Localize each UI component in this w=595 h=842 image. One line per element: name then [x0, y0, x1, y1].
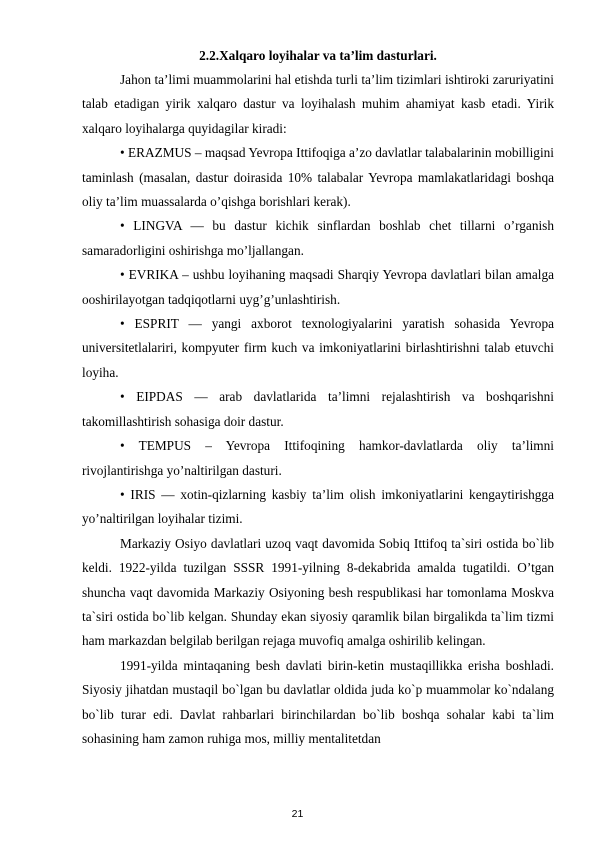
paragraph-lingva: • LINGVA — bu dastur kichik sinflardan boshlab chet tillarni o’rganish samaradorligini oshirishga mo’ljallangan.: [82, 218, 554, 258]
page-number: 21: [291, 808, 304, 820]
paragraph-eipdas: • EIPDAS — arab davlatlarida ta’limni rejalashtirish va boshqarishni takomillashtirish sohasiga doir dastur.: [82, 389, 554, 429]
paragraph-esprit: • ESPRIT — yangi axborot texnologiyalarini yaratish sohasida Yevropa universitetlalariri, kompyuter firm kuch va imkoniyatlarini birlashtirishni talab etuvchi loyiha.: [82, 316, 554, 380]
paragraph-erazmus: • ERAZMUS – maqsad Yevropa Ittifoqiga a’zo davlatlar talabalarinin mobilligini taminlash (masalan, dastur doirasida 10% talabalar Yevropa mamlakatlaridagi boshqa oliy ta’lim muassalarda o’qishga borishlari kerak).: [82, 145, 554, 210]
paragraph-independence: 1991-yilda mintaqaning besh davlati birin-ketin mustaqillikka erisha boshladi. Siyosiy jihatdan mustaqil bo`lgan bu davlatlar oldida juda ko`p muammolar ko`ndalang bo`lib turar edi. Davlat rahbarlari birinchilardan bo`lib boshqa sohalar kabi ta`lim sohasining ham zamon ruhiga mos, milliy mentalitetdan: [82, 657, 554, 746]
document-body: [82, 68, 554, 751]
paragraph-tempus: • TEMPUS – Yevropa Ittifoqining hamkor-davlatlarda oliy ta’limni rivojlantirishga yo’naltirilgan dasturi.: [82, 438, 554, 478]
paragraph-evrika: • EVRIKA – ushbu loyihaning maqsadi Sharqiy Yevropa davlatlari bilan amalga ooshirilayotgan tadqiqotlarni uyg’g’unlashtirish.: [82, 267, 554, 307]
paragraph-intro: Jahon ta’limi muammolarini hal etishda turli ta’lim tizimlari ishtiroki zaruriyatini talab etadigan yirik xalqaro dastur va loyihalash muhim ahamiyat kasb etadi. Yirik xalqaro loyihalarga quyidagilar kiradi:: [82, 72, 554, 136]
paragraph-iris: • IRIS — xotin-qizlarning kasbiy ta’lim olish imkoniyatlarini kengaytirishgga yo’naltirilgan loyihalar tizimi.: [82, 486, 554, 527]
paragraph-central-asia: Markaziy Osiyo davlatlari uzoq vaqt davomida Sobiq Ittifoq ta`siri ostida bo`lib keldi. 1922-yilda tuzilgan SSSR 1991-yilning 8-dekabrida amalda tugatildi. O’tgan shuncha vaqt davomida Markaziy Osiyoning besh respublikasi har tomonlama Moskva ta`siri ostida bo`lib kelgan. Shunday ekan siyosiy qaramlik bilan birgalikda ta`lim tizmi ham markazdan belgilab berilgan rejaga muvofiq amalga oshirilib kelingan.: [82, 535, 554, 649]
section-heading: 2.2.Xalqaro loyihalar va ta’lim dasturlari.: [199, 48, 437, 63]
